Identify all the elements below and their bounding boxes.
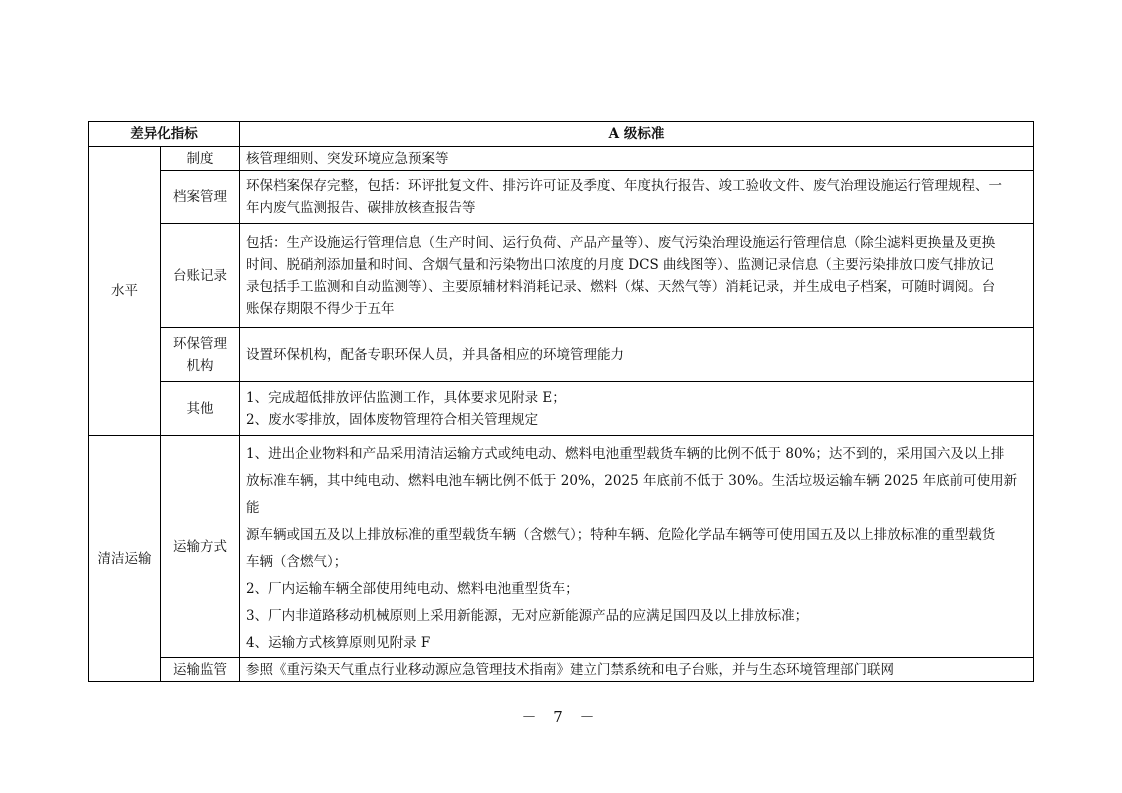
header-indicator: 差异化指标 — [89, 122, 240, 147]
table-row — [89, 658, 1034, 682]
row-content — [240, 658, 1034, 682]
content-line: 3、厂内非道路移动机械原则上采用新能源，无对应新能源产品的应满足国四及以上排放标准； — [246, 608, 809, 624]
row-name: 其他 — [161, 382, 240, 436]
row-content — [240, 382, 1034, 436]
row-name — [161, 328, 240, 382]
content-line: 账保存期限不得少于五年 — [246, 300, 395, 317]
content-line: 源车辆或国五及以上排放标准的重型载货车辆（含燃气）；特种车辆、危险化学品车辆等可使用国五及以上排放标准的重型载货 — [246, 527, 996, 543]
content-line: 车辆（含燃气）； — [246, 554, 348, 570]
content-line: 2、废水零排放，固体废物管理符合相关管理规定 — [246, 411, 539, 428]
content-line: 放标准车辆，其中纯电动、燃料电池车辆比例不低于 20%，2025 年底前不低于 30%。生活垃圾运输车辆 2025 年底前可使用新能 — [246, 473, 1018, 516]
table-row — [89, 147, 1034, 171]
table-row — [89, 224, 1034, 328]
content-line: 环保档案保存完整，包括：环评批复文件、排污许可证及季度、年度执行报告、竣工验收文件、废气治理设施运行管理规程、一 — [246, 178, 1002, 194]
content-line: 4、运输方式核算原则见附录 F — [246, 635, 431, 651]
content-line: 包括：生产设施运行管理信息（生产时间、运行负荷、产品产量等）、废气污染治理设施运行管理信息（除尘滤料更换量及更换 — [246, 234, 996, 251]
row-name: 制度 — [161, 147, 240, 171]
table-header-row — [89, 122, 1034, 147]
header-grade-a: A 级标准 — [240, 122, 1034, 147]
row-name-line: 环保管理 — [173, 335, 227, 352]
row-content — [240, 147, 1034, 171]
content-line: 录包括手工监测和自动监测等）、主要原辅材料消耗记录、燃料（煤、天然气等）消耗记录，并生成电子档案，可随时调阅。台 — [246, 278, 996, 295]
row-content — [240, 171, 1034, 224]
row-content — [240, 328, 1034, 382]
row-name: 档案管理 — [161, 171, 240, 224]
content-line: 2、厂内运输车辆全部使用纯电动、燃料电池重型货车； — [246, 581, 579, 597]
content-line: 设置环保机构，配备专职环保人员，并具备相应的环境管理能力 — [246, 346, 624, 363]
standards-table — [88, 121, 1034, 682]
row-name: 运输方式 — [161, 436, 240, 658]
row-name: 台账记录 — [161, 224, 240, 328]
content-line: 核管理细则、突发环境应急预案等 — [246, 150, 449, 167]
content-line: 参照《重污染天气重点行业移动源应急管理技术指南》建立门禁系统和电子台账，并与生态环境管理部门联网 — [246, 661, 894, 678]
row-name: 运输监管 — [161, 658, 240, 682]
table-row — [89, 382, 1034, 436]
table-row — [89, 436, 1034, 658]
row-content — [240, 224, 1034, 328]
row-content — [240, 436, 1034, 658]
row-name-line: 机构 — [186, 357, 214, 374]
content-line: 年内废气监测报告、碳排放核查报告等 — [246, 200, 476, 216]
table-row — [89, 171, 1034, 224]
group-cell-transport: 清洁运输 — [89, 436, 161, 682]
content-line: 1、完成超低排放评估监测工作，具体要求见附录 E； — [246, 389, 566, 406]
table-row — [89, 328, 1034, 382]
group-cell-level: 水平 — [89, 147, 161, 436]
content-line: 时间、脱硝剂添加量和时间、含烟气量和污染物出口浓度的月度 DCS 曲线图等）、监测记录信息（主要污染排放口废气排放记 — [246, 256, 994, 273]
content-line: 1、进出企业物料和产品采用清洁运输方式或纯电动、燃料电池重型载货车辆的比例不低于 80%；达不到的，采用国六及以上排 — [246, 446, 1005, 462]
page-number: － 7 － — [521, 708, 601, 726]
